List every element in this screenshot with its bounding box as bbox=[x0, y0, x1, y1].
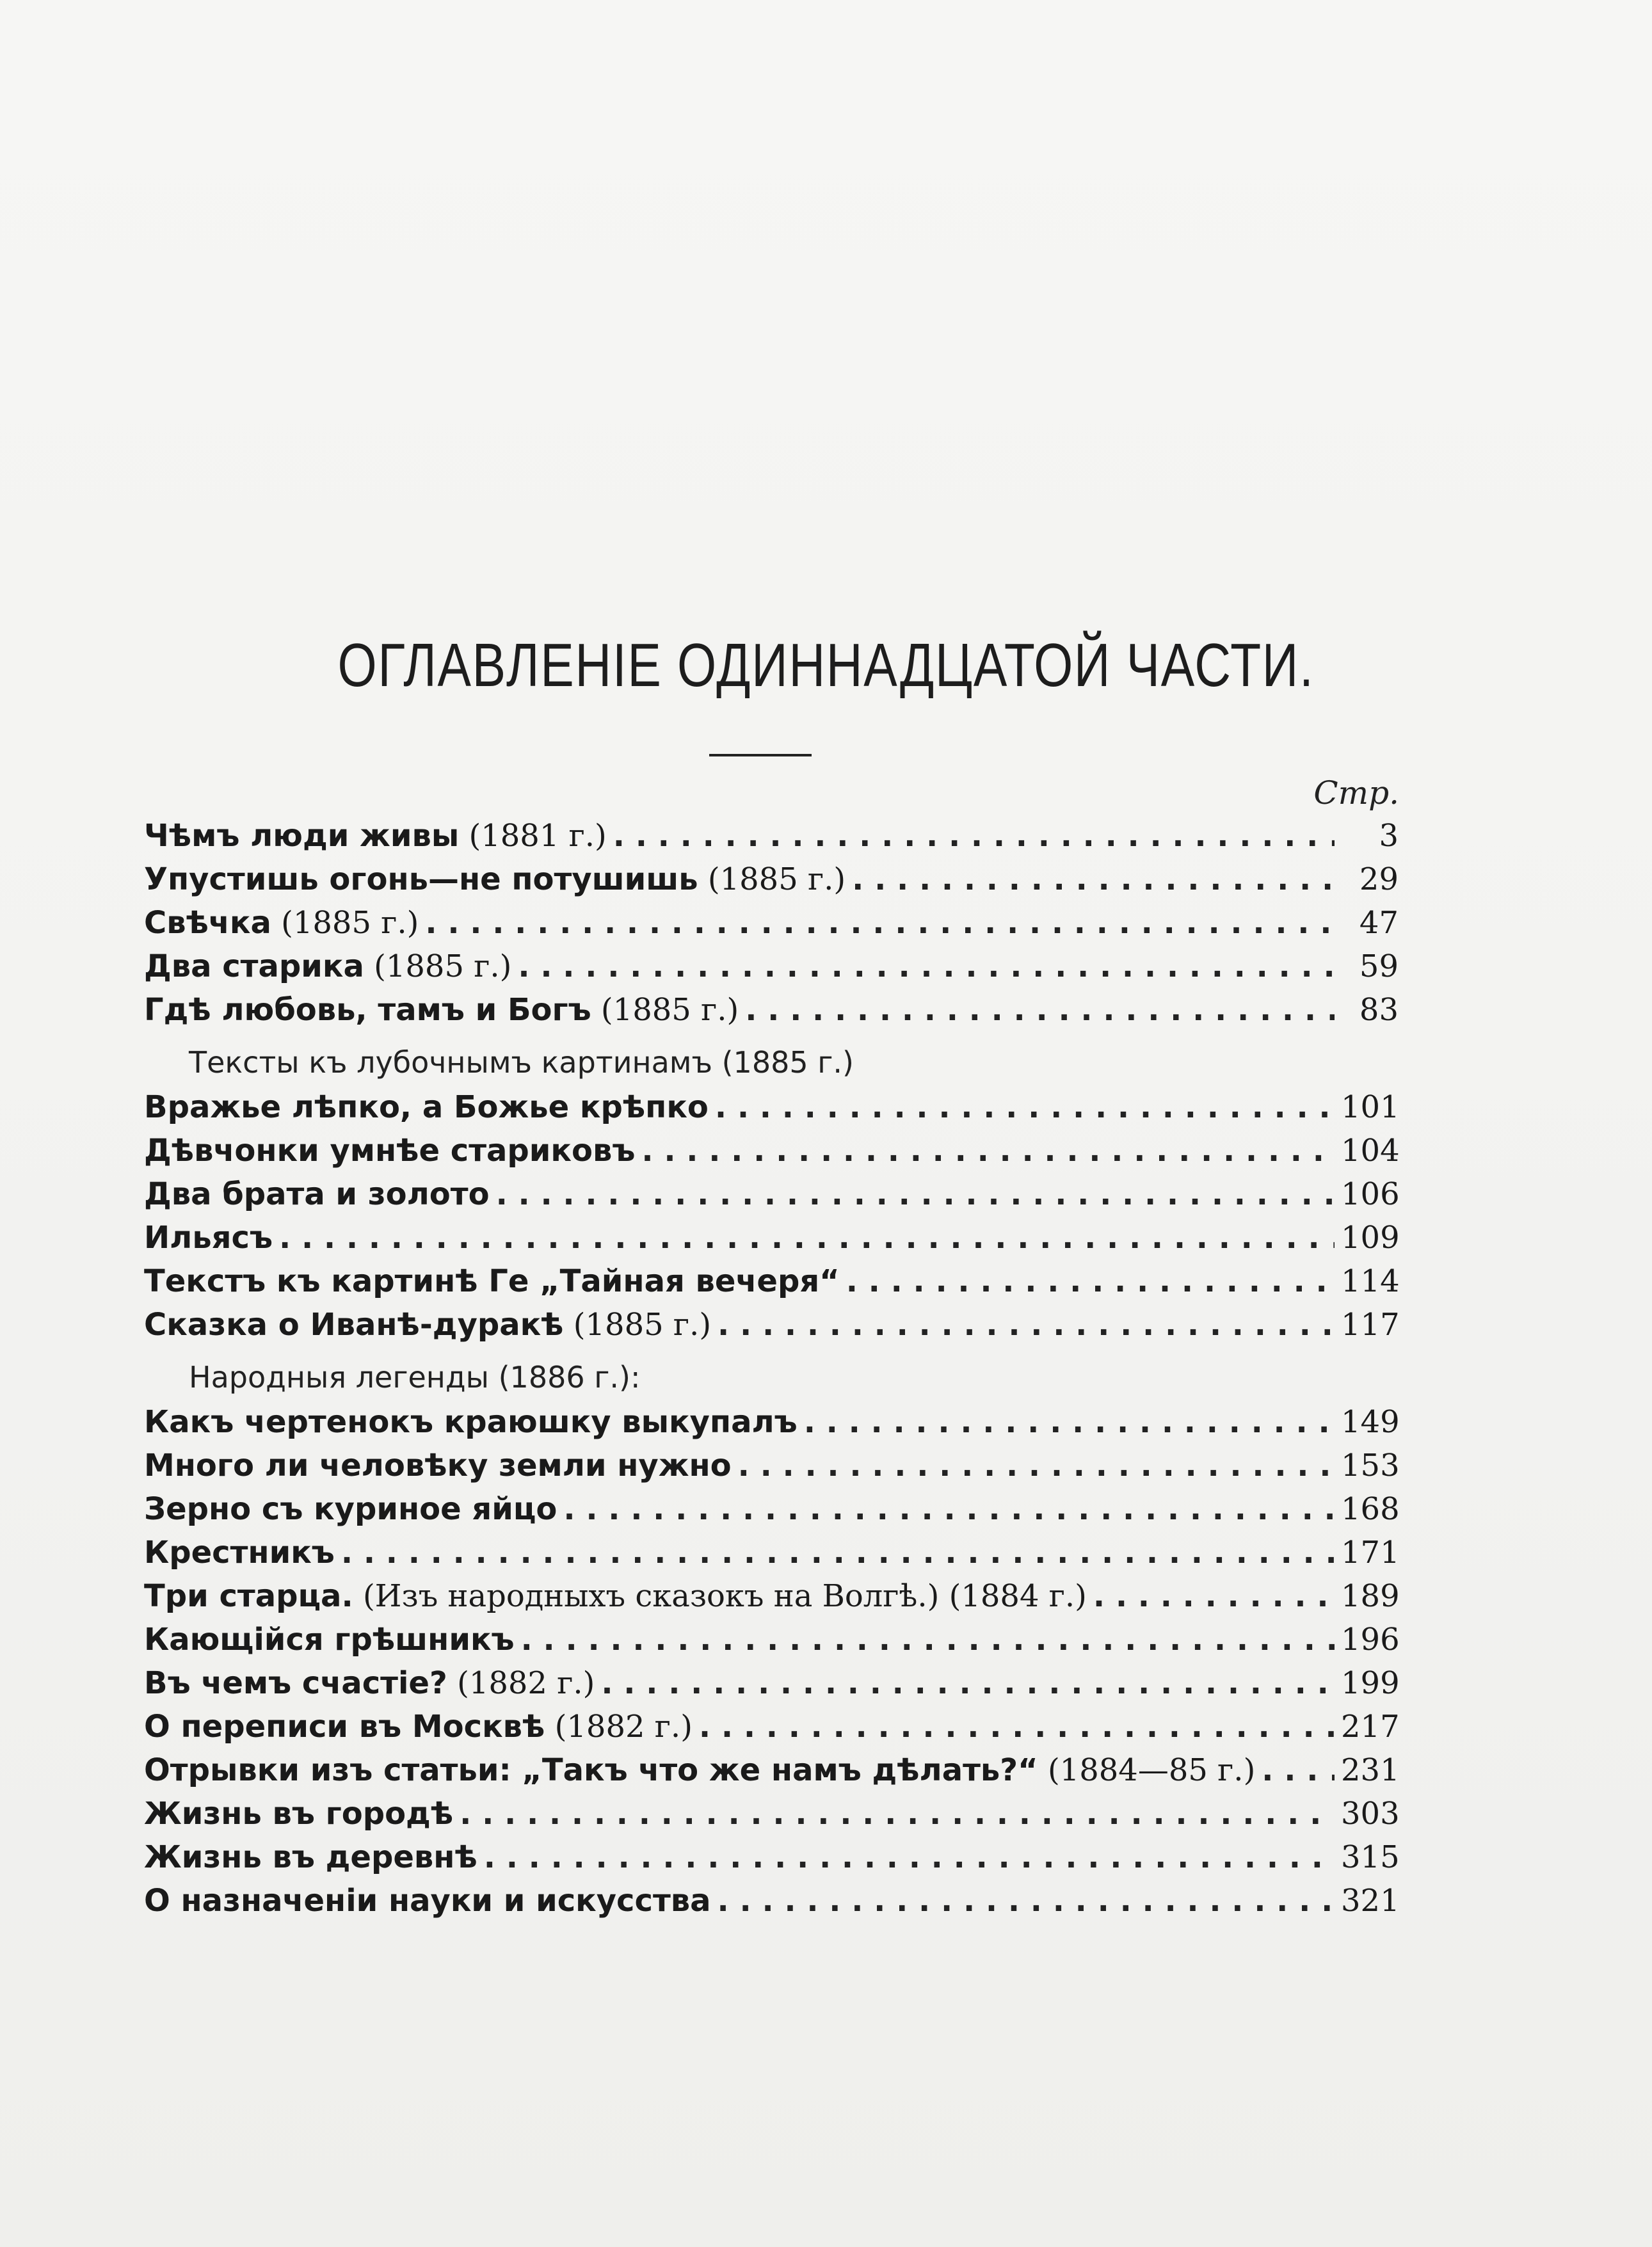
entry-page-number: 199 bbox=[1341, 1665, 1400, 1701]
entry-page-number: 114 bbox=[1341, 1263, 1400, 1299]
toc-entry bbox=[144, 1133, 1399, 1176]
entry-page-number: 196 bbox=[1341, 1622, 1400, 1658]
toc-entry bbox=[144, 1404, 1399, 1448]
entry-page-number: 321 bbox=[1341, 1883, 1400, 1919]
entry-page-number: 153 bbox=[1341, 1448, 1400, 1483]
entry-title: Жизнь въ деревнѣ bbox=[144, 1839, 477, 1875]
entry-year: (Изъ народныхъ сказокъ на Волгѣ.) (1884 г.) bbox=[362, 1578, 1087, 1614]
section-heading: Народныя легенды (1886 г.): bbox=[189, 1360, 641, 1395]
dot-leader bbox=[425, 905, 1335, 941]
dot-leader bbox=[715, 1089, 1335, 1125]
entry-year: (1885 г.) bbox=[573, 1307, 712, 1343]
dot-leader bbox=[641, 1133, 1335, 1169]
entry-title: Свѣчка bbox=[144, 905, 271, 941]
dot-leader bbox=[563, 1491, 1335, 1527]
dot-leader bbox=[745, 992, 1335, 1028]
entry-page-number: 59 bbox=[1359, 948, 1399, 984]
entry-title: Много ли человѣку земли нужно bbox=[144, 1448, 732, 1483]
entry-page-number: 231 bbox=[1341, 1752, 1400, 1788]
dot-leader bbox=[460, 1796, 1335, 1832]
entry-title: Зерно съ куриное яйцо bbox=[144, 1491, 557, 1527]
dot-leader bbox=[846, 1263, 1335, 1299]
toc-entry bbox=[144, 1709, 1399, 1752]
entry-title: О назначеніи науки и искусства bbox=[144, 1883, 711, 1919]
entry-page-number: 171 bbox=[1341, 1535, 1400, 1571]
entry-page-number: 83 bbox=[1359, 992, 1399, 1028]
entry-page-number: 117 bbox=[1341, 1307, 1400, 1343]
entry-year: (1882 г.) bbox=[457, 1665, 595, 1701]
entry-page-number: 217 bbox=[1341, 1709, 1400, 1745]
entry-year: (1882 г.) bbox=[554, 1709, 693, 1745]
entry-page-number: 315 bbox=[1341, 1839, 1400, 1875]
dot-leader bbox=[699, 1709, 1335, 1745]
entry-title: Три старца. bbox=[144, 1578, 353, 1614]
entry-page-number: 168 bbox=[1341, 1491, 1400, 1527]
dot-leader bbox=[484, 1839, 1335, 1875]
entry-title: Кающійся грѣшникъ bbox=[144, 1622, 515, 1658]
title-divider bbox=[709, 754, 812, 756]
dot-leader bbox=[341, 1535, 1335, 1571]
page-column-header: Стр. bbox=[1313, 774, 1399, 812]
dot-leader bbox=[521, 1622, 1335, 1658]
entry-title: Два брата и золото bbox=[144, 1176, 490, 1212]
toc-entry bbox=[144, 992, 1399, 1036]
entry-title: Жизнь въ городѣ bbox=[144, 1796, 454, 1832]
dot-leader bbox=[613, 818, 1335, 854]
entry-page-number: 104 bbox=[1341, 1133, 1400, 1169]
entry-year: (1885 г.) bbox=[707, 861, 846, 897]
entry-page-number: 189 bbox=[1341, 1578, 1400, 1614]
dot-leader bbox=[496, 1176, 1335, 1212]
toc-entry bbox=[144, 1307, 1399, 1350]
toc-title: ОГЛАВЛЕНІЕ ОДИННАДЦАТОЙ ЧАСТИ. bbox=[337, 631, 1315, 700]
entry-title: Ильясъ bbox=[144, 1220, 273, 1256]
toc-entry bbox=[144, 1883, 1399, 1926]
entry-year: (1881 г.) bbox=[469, 818, 607, 854]
dot-leader bbox=[804, 1404, 1335, 1440]
entry-title: Чѣмъ люди живы bbox=[144, 818, 460, 854]
toc-entry bbox=[144, 1796, 1399, 1839]
dot-leader bbox=[852, 861, 1335, 897]
toc-entry bbox=[144, 861, 1399, 905]
entry-page-number: 29 bbox=[1359, 861, 1399, 897]
entry-page-number: 149 bbox=[1341, 1404, 1400, 1440]
toc-entry bbox=[144, 905, 1399, 948]
entry-page-number: 3 bbox=[1379, 818, 1399, 854]
entry-year: (1885 г.) bbox=[600, 992, 739, 1028]
toc-entry bbox=[144, 1752, 1399, 1796]
entry-year: (1884—85 г.) bbox=[1047, 1752, 1256, 1788]
entry-year: (1885 г.) bbox=[374, 948, 512, 984]
entry-title: Текстъ къ картинѣ Ге „Тайная вечеря“ bbox=[144, 1263, 840, 1299]
toc-entry bbox=[144, 1535, 1399, 1578]
entry-title: Сказка о Иванѣ-дуракѣ bbox=[144, 1307, 564, 1343]
entry-title: Въ чемъ счастіе? bbox=[144, 1665, 447, 1701]
table-of-contents bbox=[144, 818, 1399, 1926]
entry-title: Крестникъ bbox=[144, 1535, 335, 1571]
toc-entry bbox=[144, 1089, 1399, 1133]
entry-page-number: 47 bbox=[1359, 905, 1399, 941]
toc-entry bbox=[144, 1578, 1399, 1622]
entry-title: Какъ чертенокъ краюшку выкупалъ bbox=[144, 1404, 798, 1440]
entry-title: Гдѣ любовь, тамъ и Богъ bbox=[144, 992, 591, 1028]
toc-entry bbox=[144, 818, 1399, 861]
entry-page-number: 303 bbox=[1341, 1796, 1400, 1832]
toc-entry bbox=[144, 1491, 1399, 1535]
entry-title: Дѣвчонки умнѣе стариковъ bbox=[144, 1133, 636, 1169]
dot-leader bbox=[1093, 1578, 1335, 1614]
toc-entry bbox=[144, 1176, 1399, 1220]
dot-leader bbox=[1262, 1752, 1335, 1788]
dot-leader bbox=[718, 1883, 1335, 1919]
dot-leader bbox=[718, 1307, 1335, 1343]
toc-entry bbox=[144, 948, 1399, 992]
dot-leader bbox=[738, 1448, 1335, 1483]
toc-entry bbox=[144, 1665, 1399, 1709]
dot-leader bbox=[279, 1220, 1335, 1256]
entry-page-number: 109 bbox=[1341, 1220, 1400, 1256]
section-heading: Тексты къ лубочнымъ картинамъ (1885 г.) bbox=[189, 1045, 854, 1080]
toc-entry bbox=[144, 1839, 1399, 1883]
entry-year: (1885 г.) bbox=[281, 905, 419, 941]
dot-leader bbox=[518, 948, 1335, 984]
toc-entry bbox=[144, 1220, 1399, 1263]
entry-page-number: 101 bbox=[1341, 1089, 1400, 1125]
dot-leader bbox=[601, 1665, 1335, 1701]
toc-entry bbox=[144, 1622, 1399, 1665]
entry-page-number: 106 bbox=[1341, 1176, 1400, 1212]
toc-entry bbox=[144, 1448, 1399, 1491]
entry-title: Упустишь огонь—не потушишь bbox=[144, 861, 698, 897]
entry-title: Вражье лѣпко, а Божье крѣпко bbox=[144, 1089, 709, 1125]
entry-title: О переписи въ Москвѣ bbox=[144, 1709, 545, 1745]
entry-title: Отрывки изъ статьи: „Такъ что же намъ дѣлать?“ bbox=[144, 1752, 1038, 1788]
toc-entry bbox=[144, 1263, 1399, 1307]
entry-title: Два старика bbox=[144, 948, 364, 984]
